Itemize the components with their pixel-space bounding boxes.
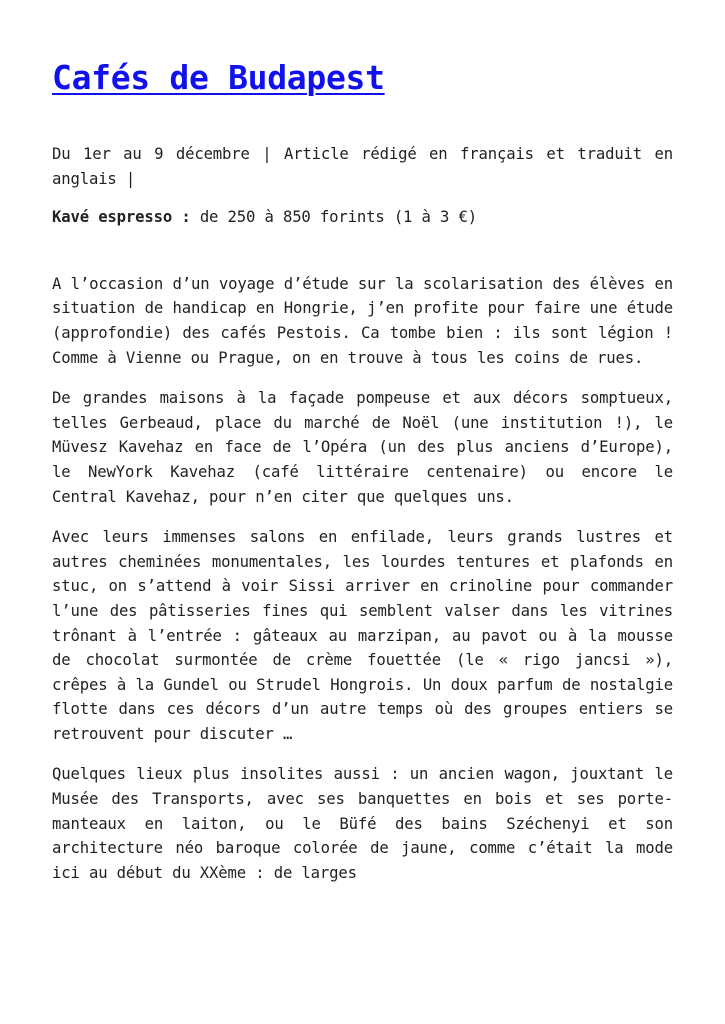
price-value: de 250 à 850 forints (1 à 3 €) <box>190 208 477 227</box>
article-title-link[interactable]: Cafés de Budapest <box>52 58 385 97</box>
paragraph-3: Avec leurs immenses salons en enfilade, leurs grands lustres et autres cheminées monumentales, les lourdes tentures et plafonds en stuc, on s’attend à voir Sissi arriver en crinoline pour commander l’une des pâtisseries fines qui semblent valser dans les vitrines trônant à l’entrée : gâteaux au marzipan, au pavot ou à la mousse de chocolat surmontée de crème fouettée (le « rigo jancsi »), crêpes à la Gundel ou Strudel Hongrois. Un doux parfum de nostalgie flotte dans ces décors d’un autre temps où des groupes entiers se retrouvent pour discuter … <box>52 528 673 743</box>
article-meta: Du 1er au 9 décembre | Article rédigé en français et traduit en anglais | <box>52 145 673 188</box>
article <box>52 56 673 885</box>
article-title <box>52 56 673 100</box>
price-line <box>52 205 673 230</box>
paragraph-1: A l’occasion d’un voyage d’étude sur la scolarisation des élèves en situation de handicap en Hongrie, j’en profite pour faire une étude (approfondie) des cafés Pestois. Ca tombe bien : ils sont légion ! Comme à Vienne ou Prague, on en trouve à tous les coins de rues. <box>52 274 673 367</box>
price-label: Kavé espresso : <box>52 208 191 227</box>
paragraph-4: Quelques lieux plus insolites aussi : un ancien wagon, jouxtant le Musée des Transports, avec ses banquettes en bois et ses porte-manteaux en laiton, ou le Büfé des bains Széchenyi et son architecture néo baroque colorée de jaune, comme c’était la mode ici au début du XXème : de larges <box>52 765 673 882</box>
paragraph-2: De grandes maisons à la façade pompeuse et aux décors somptueux, telles Gerbeaud, place du marché de Noël (une institution !), le Müvesz Kavehaz en face de l’Opéra (un des plus anciens d’Europe), le NewYork Kavehaz (café littéraire centenaire) ou encore le Central Kavehaz, pour n’en citer que quelques uns. <box>52 389 673 506</box>
